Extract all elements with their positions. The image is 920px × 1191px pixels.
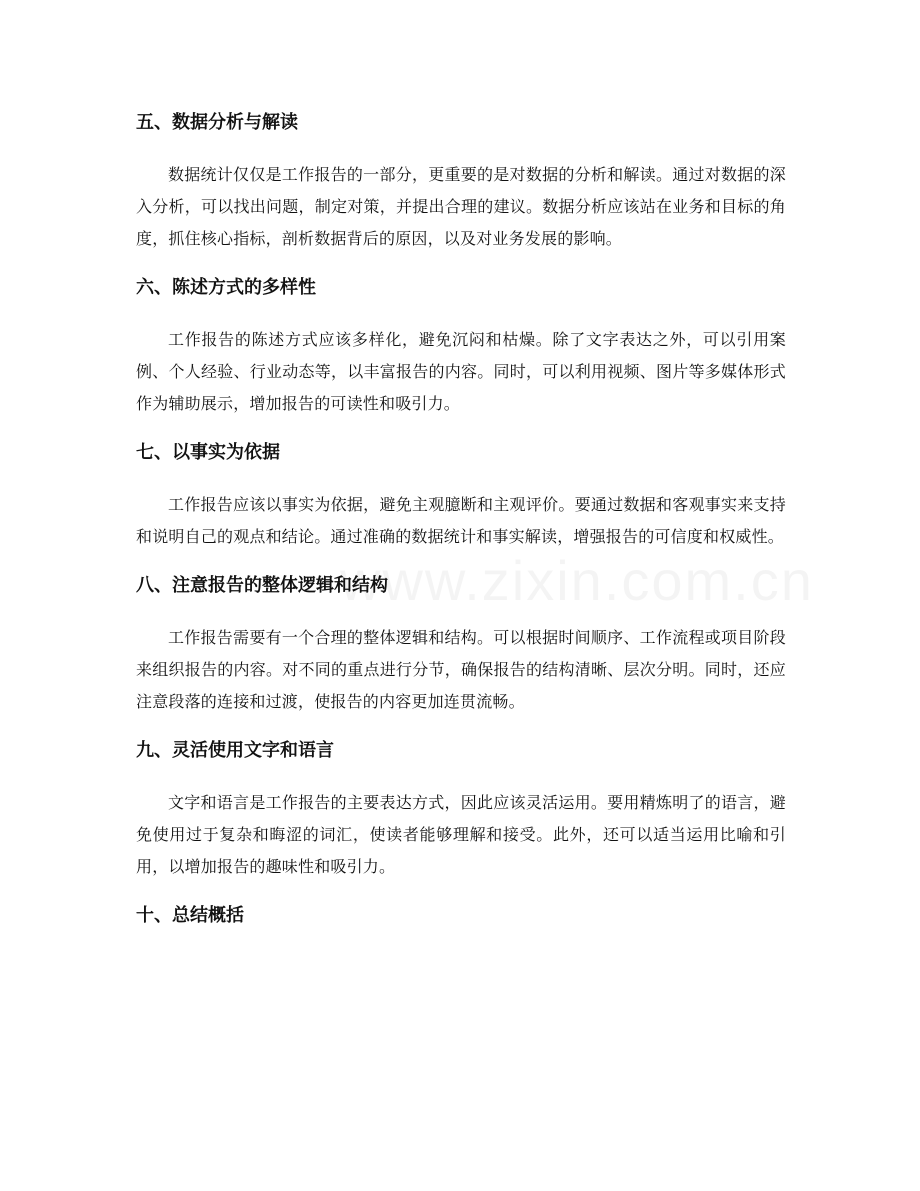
section-heading: 六、陈述方式的多样性 [136,277,316,298]
section-5 [136,104,786,255]
section-heading: 九、灵活使用文字和语言 [136,740,334,761]
section-paragraph: 工作报告需要有一个合理的整体逻辑和结构。可以根据时间顺序、工作流程或项目阶段来组织报告的内容。对不同的重点进行分节，确保报告的结构清晰、层次分明。同时，还应注意段落的连接和过渡，使报告的内容更加连贯流畅。 [136,628,786,711]
section-heading: 五、数据分析与解读 [136,112,298,133]
section-paragraph: 数据统计仅仅是工作报告的一部分，更重要的是对数据的分析和解读。通过对数据的深入分析，可以找出问题，制定对策，并提出合理的建议。数据分析应该站在业务和目标的角度，抓住核心指标，剖析数据背后的原因，以及对业务发展的影响。 [136,165,786,248]
section-heading: 八、注意报告的整体逻辑和结构 [136,575,388,596]
section-heading: 十、总结概括 [136,905,244,926]
section-8 [136,567,786,718]
section-heading: 七、以事实为依据 [136,442,280,463]
section-7 [136,434,786,553]
document-content [136,104,786,952]
section-6 [136,269,786,420]
section-paragraph: 工作报告的陈述方式应该多样化，避免沉闷和枯燥。除了文字表达之外，可以引用案例、个人经验、行业动态等，以丰富报告的内容。同时，可以利用视频、图片等多媒体形式作为辅助展示，增加报告的可读性和吸引力。 [136,330,786,413]
section-9 [136,732,786,883]
section-10 [136,897,786,935]
section-paragraph: 工作报告应该以事实为依据，避免主观臆断和主观评价。要通过数据和客观事实来支持和说明自己的观点和结论。通过准确的数据统计和事实解读，增强报告的可信度和权威性。 [136,495,786,546]
section-paragraph: 文字和语言是工作报告的主要表达方式，因此应该灵活运用。要用精炼明了的语言，避免使用过于复杂和晦涩的词汇，使读者能够理解和接受。此外，还可以适当运用比喻和引用，以增加报告的趣味性和吸引力。 [136,793,786,876]
